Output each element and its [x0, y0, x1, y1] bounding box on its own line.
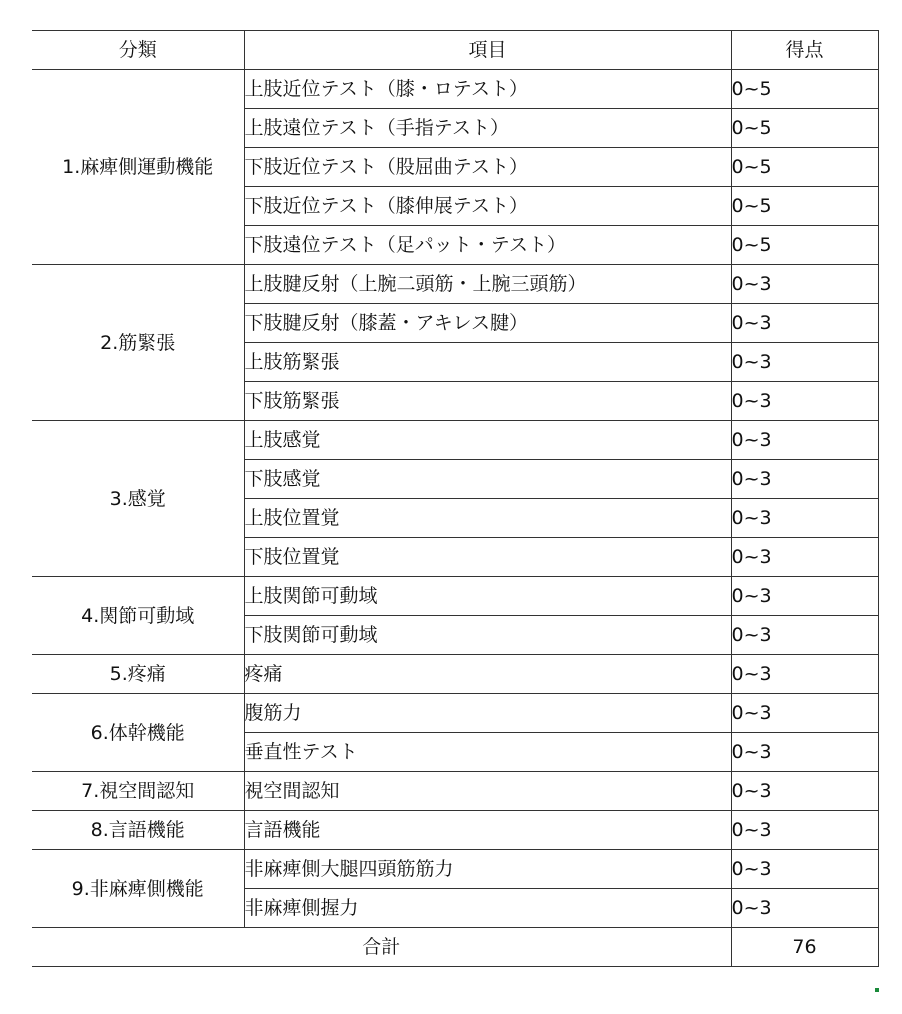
- table-row: [32, 772, 878, 811]
- score-cell: 0~3: [731, 655, 878, 694]
- score-cell: 0~3: [731, 889, 878, 928]
- item-cell: 下肢感覚: [244, 460, 731, 499]
- item-cell: 下肢筋緊張: [244, 382, 731, 421]
- item-cell: 言語機能: [244, 811, 731, 850]
- header-item: 項目: [244, 31, 731, 70]
- score-table: [32, 30, 879, 967]
- category-cell: 6.体幹機能: [32, 694, 244, 772]
- table-row: [32, 70, 878, 109]
- item-cell: 下肢腱反射（膝蓋・アキレス腱）: [244, 304, 731, 343]
- category-cell: 2.筋緊張: [32, 265, 244, 421]
- item-cell: 上肢遠位テスト（手指テスト）: [244, 109, 731, 148]
- score-cell: 0~3: [731, 265, 878, 304]
- item-cell: 上肢近位テスト（膝・ロテスト）: [244, 70, 731, 109]
- score-cell: 0~5: [731, 70, 878, 109]
- item-cell: 下肢位置覚: [244, 538, 731, 577]
- score-cell: 0~3: [731, 577, 878, 616]
- table-row: [32, 577, 878, 616]
- item-cell: 上肢腱反射（上腕二頭筋・上腕三頭筋）: [244, 265, 731, 304]
- category-cell: 3.感覚: [32, 421, 244, 577]
- item-cell: 上肢感覚: [244, 421, 731, 460]
- item-cell: 疼痛: [244, 655, 731, 694]
- score-cell: 0~3: [731, 616, 878, 655]
- total-value: 76: [731, 928, 878, 967]
- item-cell: 非麻痺側大腿四頭筋筋力: [244, 850, 731, 889]
- item-cell: 下肢関節可動域: [244, 616, 731, 655]
- score-cell: 0~5: [731, 187, 878, 226]
- category-cell: 7.視空間認知: [32, 772, 244, 811]
- table-row: [32, 421, 878, 460]
- item-cell: 非麻痺側握力: [244, 889, 731, 928]
- table-row: [32, 655, 878, 694]
- score-cell: 0~5: [731, 109, 878, 148]
- score-cell: 0~3: [731, 811, 878, 850]
- score-cell: 0~3: [731, 460, 878, 499]
- score-cell: 0~3: [731, 421, 878, 460]
- category-cell: 5.疼痛: [32, 655, 244, 694]
- table-row: [32, 694, 878, 733]
- item-cell: 腹筋力: [244, 694, 731, 733]
- total-row: [32, 928, 878, 967]
- total-label: 合計: [32, 928, 731, 967]
- table-footer: [32, 928, 878, 967]
- cell-fill-handle: [875, 988, 879, 992]
- score-cell: 0~3: [731, 382, 878, 421]
- item-cell: 下肢近位テスト（膝伸展テスト）: [244, 187, 731, 226]
- header-category: 分類: [32, 31, 244, 70]
- score-table-container: [32, 30, 879, 967]
- item-cell: 下肢遠位テスト（足パット・テスト）: [244, 226, 731, 265]
- item-cell: 上肢位置覚: [244, 499, 731, 538]
- score-cell: 0~3: [731, 499, 878, 538]
- score-cell: 0~3: [731, 772, 878, 811]
- category-cell: 4.関節可動域: [32, 577, 244, 655]
- item-cell: 上肢筋緊張: [244, 343, 731, 382]
- header-row: [32, 31, 878, 70]
- score-cell: 0~3: [731, 304, 878, 343]
- item-cell: 視空間認知: [244, 772, 731, 811]
- table-row: [32, 850, 878, 889]
- item-cell: 垂直性テスト: [244, 733, 731, 772]
- table-body: [32, 70, 878, 928]
- category-cell: 8.言語機能: [32, 811, 244, 850]
- score-cell: 0~3: [731, 733, 878, 772]
- score-cell: 0~5: [731, 226, 878, 265]
- score-cell: 0~3: [731, 850, 878, 889]
- category-cell: 9.非麻痺側機能: [32, 850, 244, 928]
- category-cell: 1.麻痺側運動機能: [32, 70, 244, 265]
- table-row: [32, 265, 878, 304]
- table-row: [32, 811, 878, 850]
- header-score: 得点: [731, 31, 878, 70]
- score-cell: 0~3: [731, 343, 878, 382]
- score-cell: 0~3: [731, 538, 878, 577]
- score-cell: 0~5: [731, 148, 878, 187]
- item-cell: 下肢近位テスト（股屈曲テスト）: [244, 148, 731, 187]
- table-header: [32, 31, 878, 70]
- item-cell: 上肢関節可動域: [244, 577, 731, 616]
- score-cell: 0~3: [731, 694, 878, 733]
